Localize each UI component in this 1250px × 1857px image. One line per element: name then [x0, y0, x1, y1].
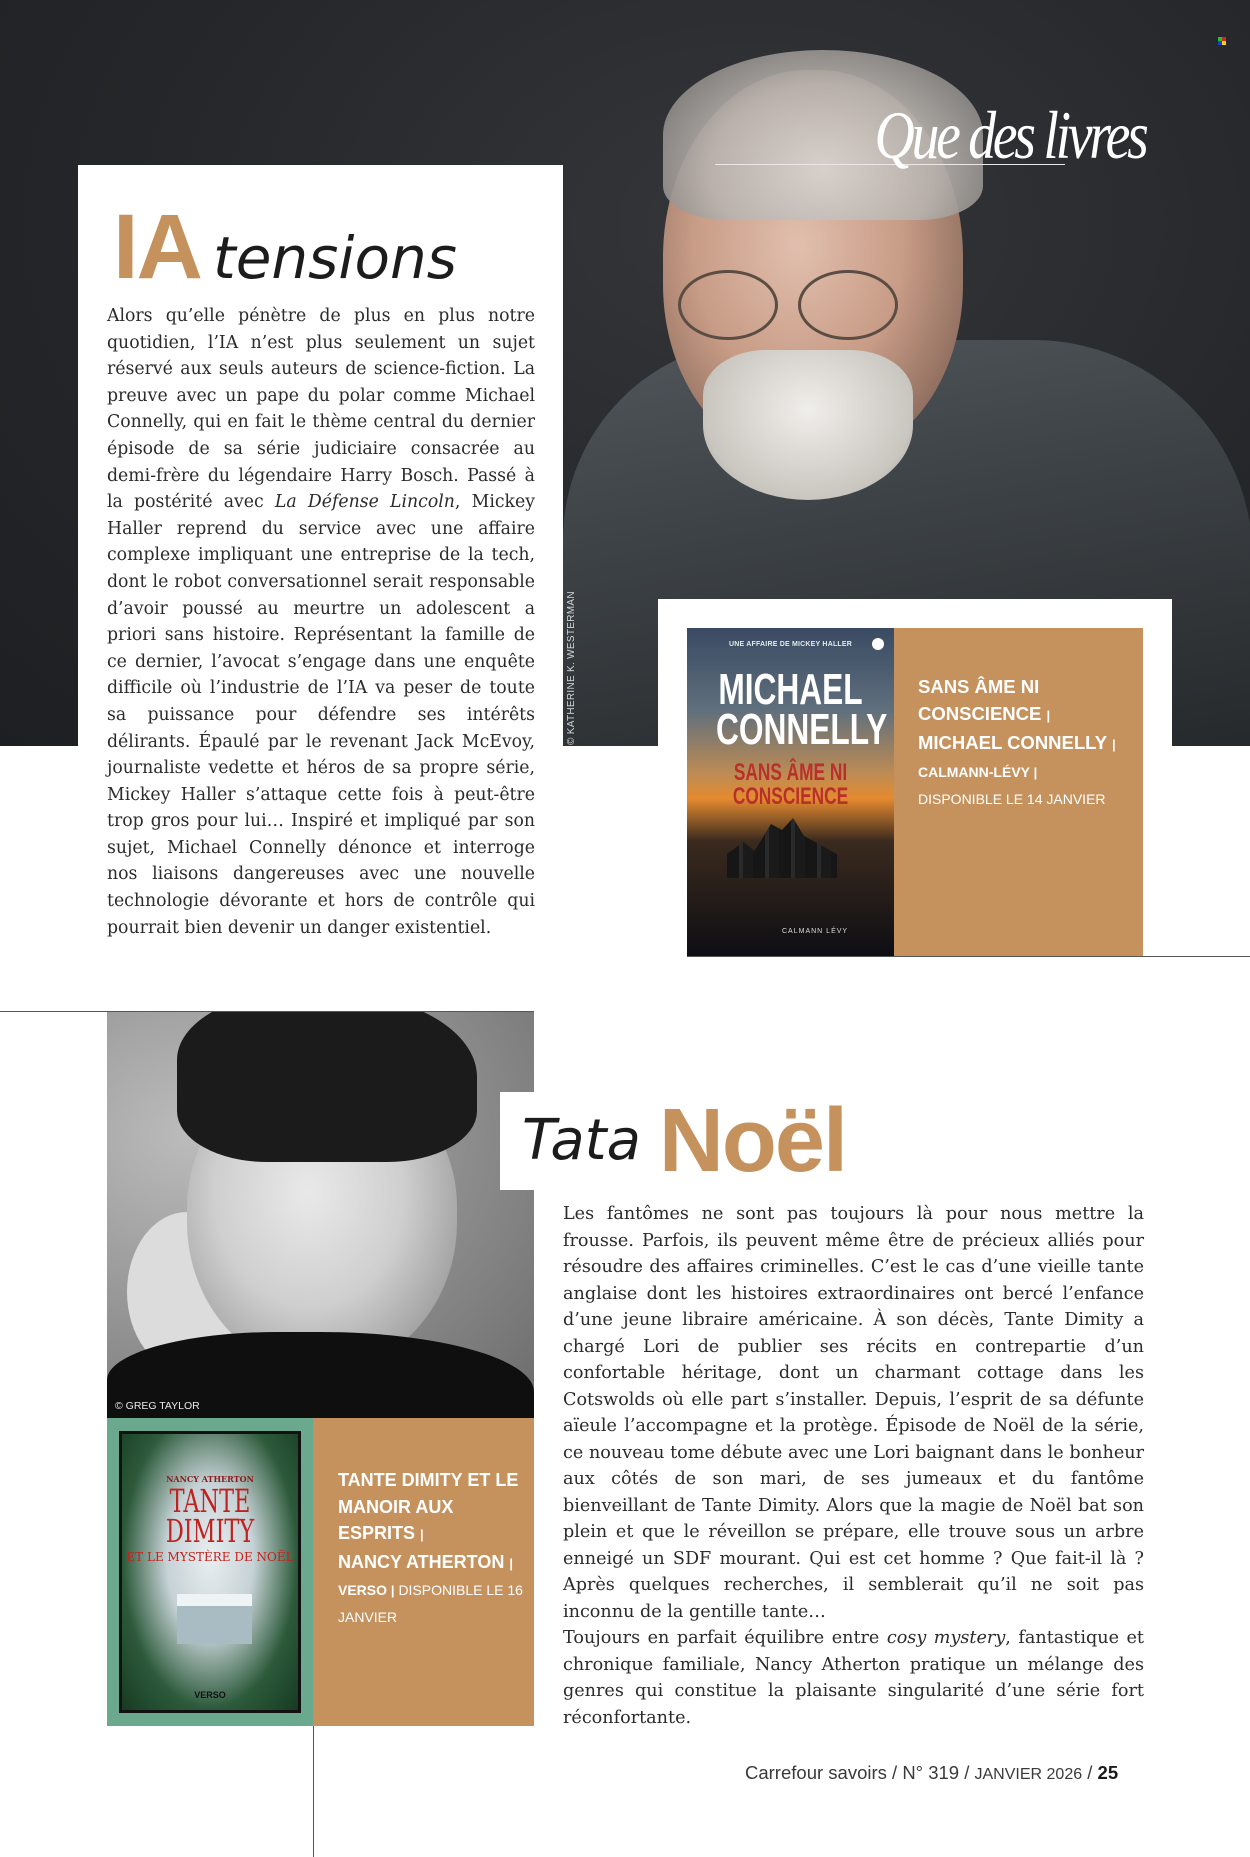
issue-number: N° 319 — [902, 1762, 960, 1783]
portrait-beard — [703, 350, 913, 500]
portrait-glasses — [678, 270, 908, 340]
cover-publisher: CALMANN LÉVY — [782, 928, 849, 935]
cover-publisher: VERSO — [194, 1690, 226, 1700]
headline-light: Tata — [522, 1108, 641, 1173]
headline-strong: IA — [113, 196, 201, 298]
cover-author: NANCY ATHERTON — [166, 1474, 254, 1484]
magazine-name: Carrefour savoirs — [745, 1762, 887, 1783]
book-publisher: CALMANN-LÉVY | — [918, 764, 1038, 780]
book-author: NANCY ATHERTON | — [338, 1551, 513, 1572]
page-footer: Carrefour savoirs / N° 319 / JANVIER 2026 / 25 — [745, 1762, 1119, 1783]
photo-credit-connelly: © KATHERINE K. WESTERMAN — [566, 591, 577, 745]
portrait-hair — [177, 1012, 477, 1162]
body-paragraph-2: Toujours en parfait équilibre entre cosy mystery, fantastique et chronique familiale, Nancy Atherton pratique un mélange des genres qui constitue la plaisante singularité d’une série fort réconfortante. — [563, 1628, 1144, 1728]
article-headline-tata-noel — [500, 1092, 890, 1190]
city-skyline-graphic — [727, 818, 837, 878]
cover-subtitle: ET LE MYSTÈRE DE NOËL — [126, 1550, 294, 1564]
publisher-bird-icon — [872, 638, 884, 650]
section-masthead — [715, 96, 1145, 176]
book-cover-sans-ame — [687, 628, 894, 956]
genre-term: cosy mystery — [886, 1628, 1006, 1648]
article-ia-tensions — [78, 165, 563, 975]
headline-light: tensions — [213, 224, 457, 292]
article-body — [107, 303, 535, 941]
body-paragraph-1: Les fantômes ne sont pas toujours là pour nous mettre la frousse. Parfois, ils peuvent même être de précieux alliés pour résoudre des affaires criminelles. C’est le cas d’une vieille tante anglaise dont les histoires extraordinaires ont bercé l’enfance d’une jeune libraire américaine. À son décès, Tante Dimity a chargé Lori de publier ses récits en contrepartie d’un confortable héritage, dont un charmant cottage dans les Cotswolds où elle part s’installer. Depuis, l’esprit de sa défunte aïeule l’accompagne et la protège. Épisode de Noël de la série, ce nouveau tome débute avec une Lori baignant dans le bonheur aux côtés de son mari, de ses jumeaux et du fantôme bienveillant de Tante Dimity. Alors que la magie de Noël bat son plein et que le réveillon se prépare, elle trouve sous un arbre enneigé un SDF mourant. Qui est cet homme ? Que fait-il là ? Après quelques recherches, il semblerait qu’il ne soit pas inconnu de la gentille tante… — [563, 1204, 1144, 1622]
cover-title: SANS ÂME NI CONSCIENCE — [732, 759, 849, 810]
book-availability: DISPONIBLE LE 14 JANVIER — [918, 791, 1106, 807]
article-body-tata-noel — [563, 1201, 1144, 1731]
divider-line — [687, 956, 1250, 957]
book-info-sans-ame — [894, 628, 1143, 956]
book-title: SANS ÂME NI CONSCIENCE | — [918, 676, 1051, 724]
snowy-house-graphic — [177, 1594, 252, 1644]
body-text: Alors qu’elle pénètre de plus en plus notre quotidien, l’IA n’est plus seulement un sujet réservé aux seuls auteurs de science-fiction. La preuve avec un pape du polar comme Michael Connelly, qui en fait le thème central du dernier épisode de sa série judiciaire consacrée au demi-frère du légendaire Harry Bosch. Passé à la postérité avec — [107, 306, 535, 513]
cover-title: TANTE DIMITY — [165, 1482, 255, 1550]
vertical-divider — [313, 1726, 314, 1857]
headline-strong: Noël — [658, 1091, 846, 1191]
book-cover-tante-dimity — [107, 1418, 313, 1726]
cover-author: MICHAEL CONNELLY — [715, 665, 888, 754]
photo-credit-atherton: © GREG TAYLOR — [115, 1400, 200, 1412]
book-info-tante-dimity — [313, 1418, 534, 1726]
body-text-rest: , Mickey Haller reprend du service avec une affaire complexe impliquant une entreprise de la tech, dont le robot conversationnel serait responsable d’avoir poussé au meurtre un adolescent a priori sans histoire. Représentant la famille de ce dernier, l’avocat s’engage dans une enquête difficile où l’industrie de l’IA va peser de toute sa puissance pour défendre ses intérêts délirants. Épaulé par le revenant Jack McEvoy, journaliste vedette et héros de sa propre série, Mickey Haller s’attaque cette fois à peut-être trop gros pour lui… Inspiré et impliqué par son sujet, Michael Connelly dénonce et interroge nos liaisons dangereuses avec une nouvelle technologie dévorante et hors de contrôle qui pourrait bien devenir un danger existentiel. — [107, 492, 535, 938]
page-number: 25 — [1097, 1762, 1119, 1783]
issue-date: JANVIER 2026 — [974, 1766, 1083, 1783]
article-headline — [113, 195, 457, 300]
cover-series: UNE AFFAIRE DE MICKEY HALLER — [728, 641, 853, 648]
section-title: Que des livres — [874, 97, 1145, 173]
author-portrait-nancy-atherton — [107, 1012, 534, 1418]
book-author: MICHAEL CONNELLY | — [918, 732, 1116, 753]
book-reference: La Défense Lincoln — [274, 492, 455, 513]
book-publisher-availability: VERSO | DISPONIBLE LE 16 JANVIER — [338, 1582, 523, 1625]
book-title: TANTE DIMITY ET LE MANOIR AUX ESPRITS | — [338, 1470, 519, 1543]
publisher-logo-icon — [1218, 37, 1226, 45]
